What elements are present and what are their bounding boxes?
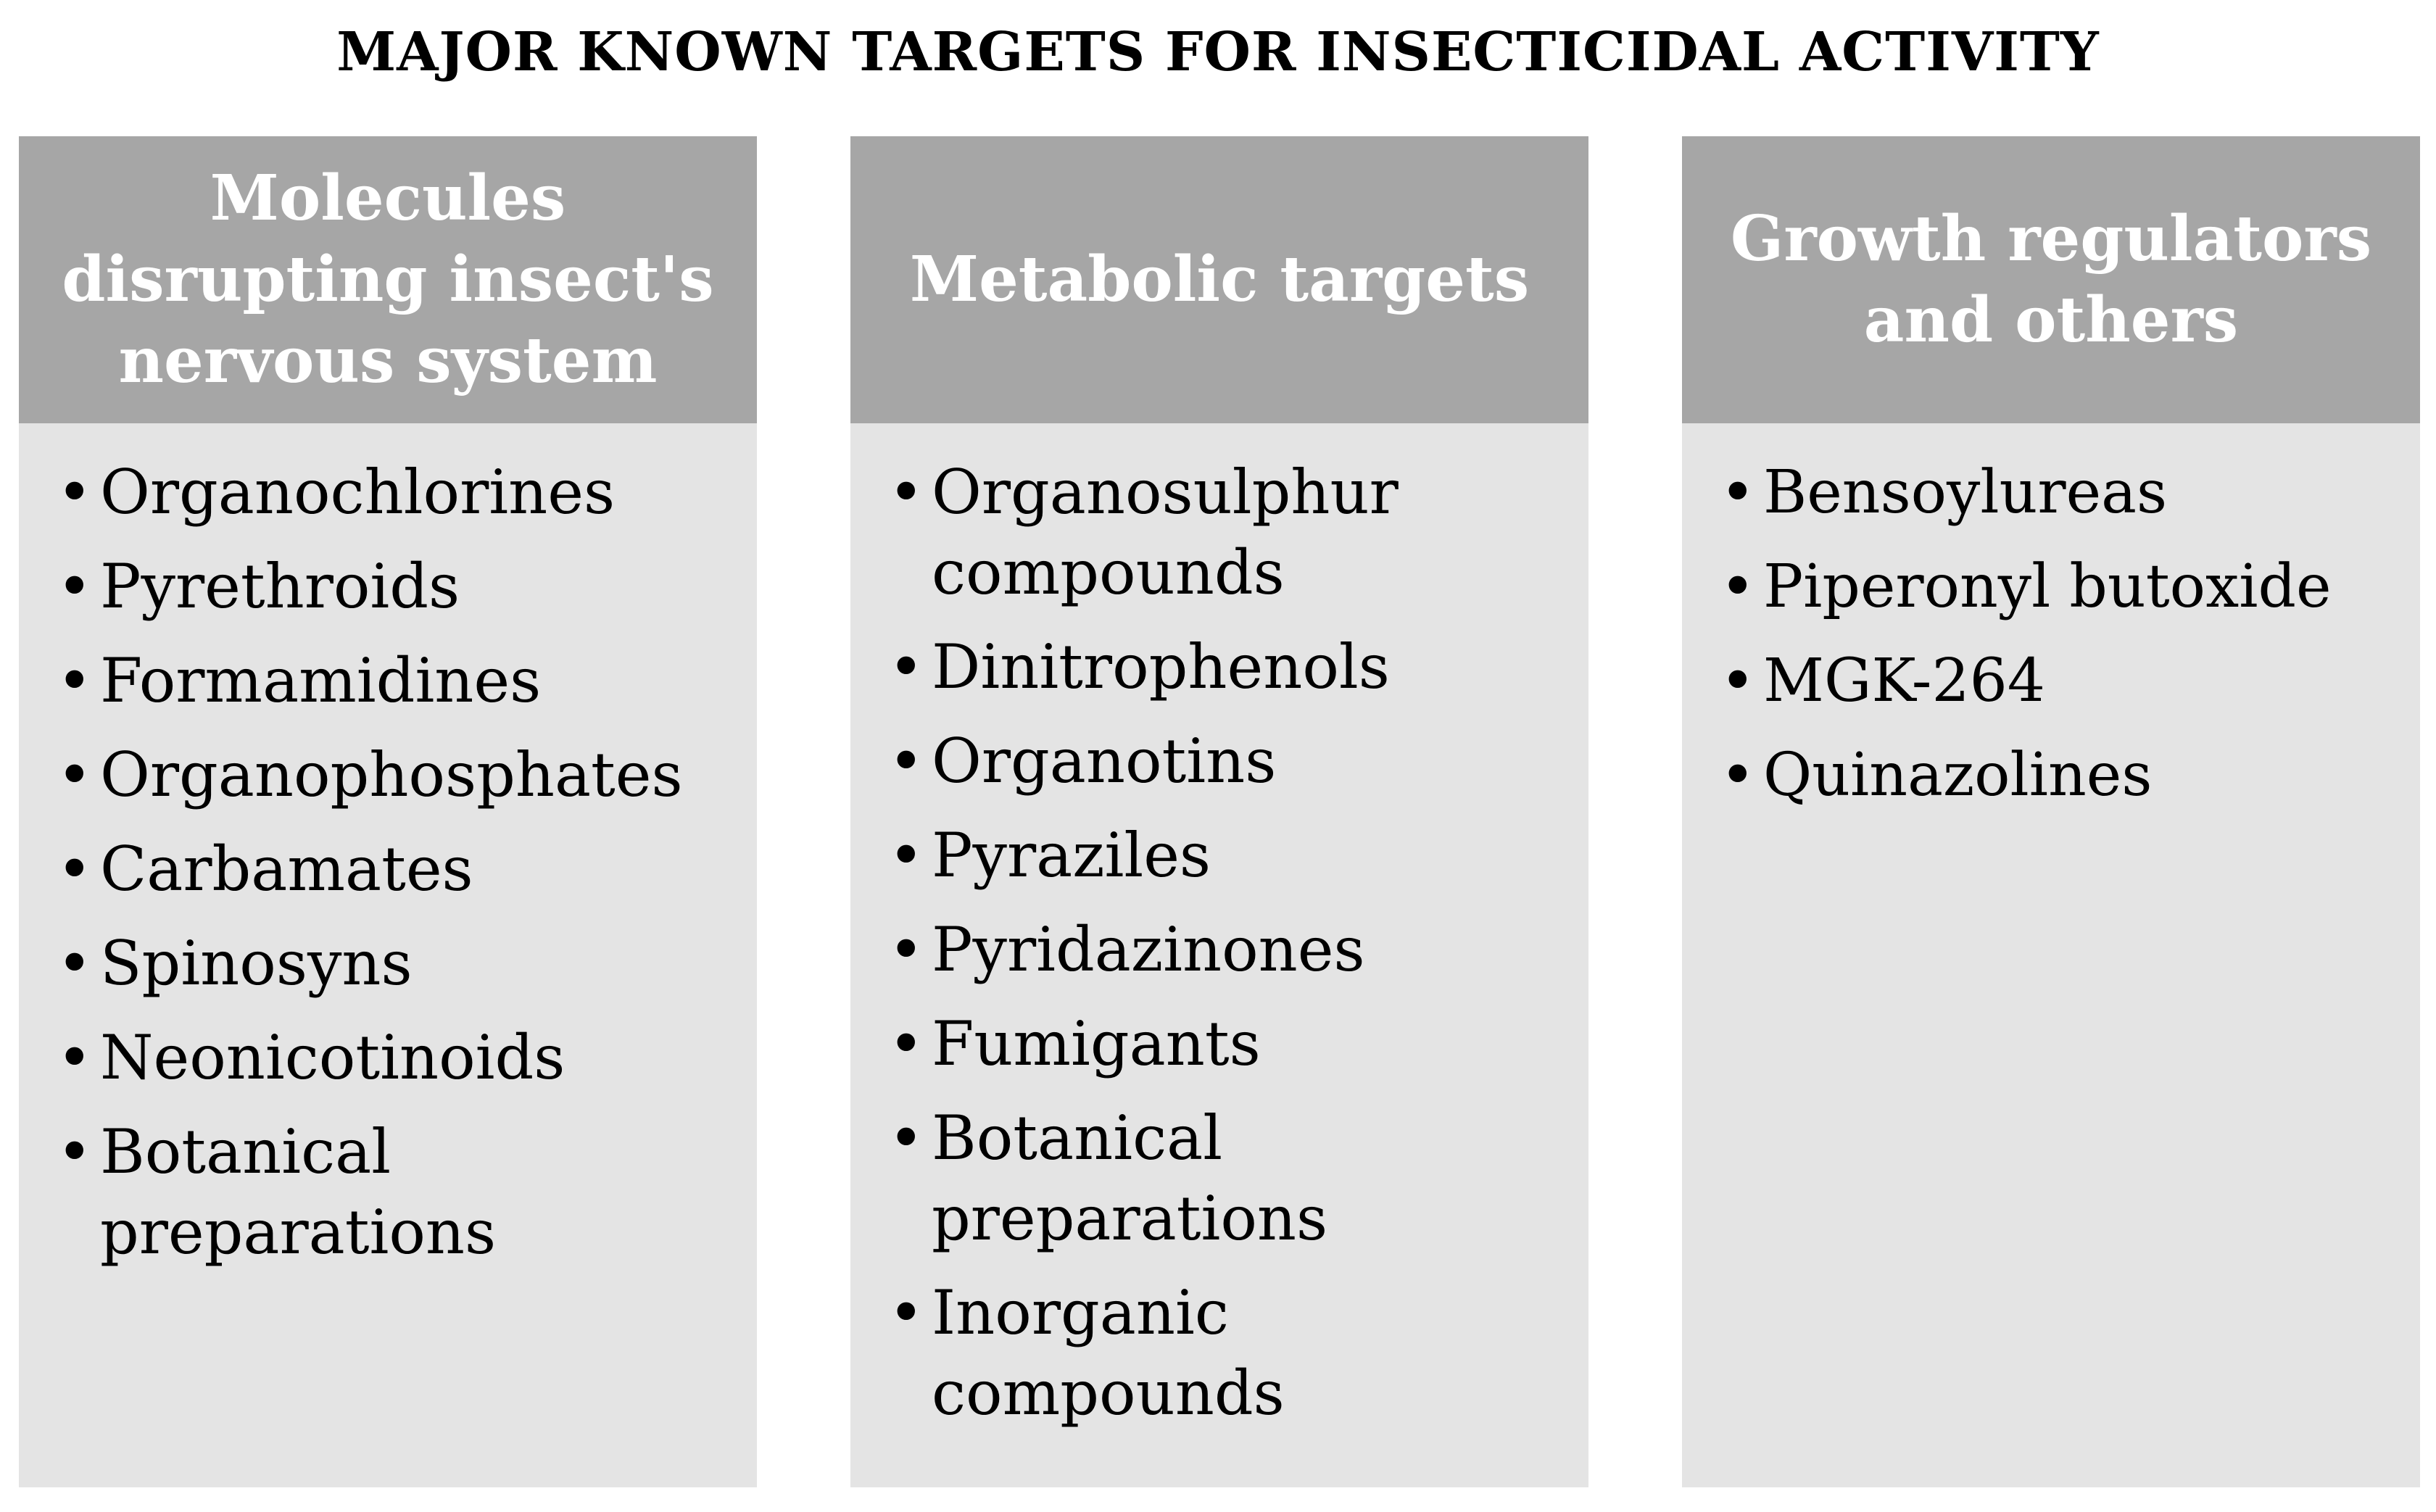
bullet-icon: •: [1720, 551, 1756, 622]
column-header-label: Metabolic targets: [909, 243, 1530, 316]
bullet-icon: •: [888, 631, 924, 702]
bullet-icon: •: [57, 1022, 93, 1093]
list-item: [57, 735, 728, 815]
list-item-label: Botanical preparations: [932, 1102, 1328, 1254]
list-item-label: Quinazolines: [1763, 741, 2153, 810]
list-item: [57, 1018, 728, 1098]
list-item-label: Carbamates: [100, 834, 473, 905]
bullet-icon: •: [888, 914, 924, 985]
list-item: [1720, 547, 2406, 627]
item-list: [1682, 423, 2420, 815]
column-header: [19, 136, 757, 423]
list-item-label: Pyridazinones: [932, 914, 1365, 985]
bullet-icon: •: [888, 1008, 924, 1079]
bullet-icon: •: [1720, 457, 1756, 528]
bullet-icon: •: [888, 1277, 924, 1348]
list-item-label: Pyrethroids: [100, 551, 460, 622]
bullet-icon: •: [57, 739, 93, 810]
list-item: [57, 547, 728, 627]
list-item-label: Fumigants: [932, 1008, 1261, 1079]
bullet-icon: •: [888, 726, 924, 797]
list-item-label: Spinosyns: [100, 928, 413, 999]
bullet-icon: •: [57, 1116, 93, 1187]
bullet-icon: •: [1720, 739, 1756, 810]
list-item-label: Organochlorines: [100, 457, 616, 528]
list-item-label: MGK-264: [1763, 647, 2045, 715]
list-item-label: Inorganic compounds: [932, 1277, 1285, 1429]
list-item-label: Neonicotinoids: [100, 1022, 566, 1093]
item-list: [850, 423, 1588, 1434]
column-nervous-system: [19, 136, 757, 1487]
column-header: [1682, 136, 2420, 423]
column-growth-regulators: [1682, 136, 2420, 1487]
list-item-label: Bensoylureas: [1763, 458, 2168, 527]
list-item: [888, 721, 1559, 802]
bullet-icon: •: [57, 551, 93, 622]
bullet-icon: •: [888, 1102, 924, 1174]
list-item: [57, 452, 728, 533]
column-header: [850, 136, 1588, 423]
bullet-icon: •: [1720, 645, 1756, 716]
list-item: [888, 1098, 1559, 1259]
list-item-label: Organotins: [932, 726, 1277, 797]
list-item: [57, 641, 728, 721]
column-header-label: Molecules disrupting insect's nervous system: [62, 162, 714, 397]
list-item: [888, 452, 1559, 613]
bullet-icon: •: [888, 820, 924, 891]
bullet-icon: •: [57, 928, 93, 999]
list-item: [888, 1004, 1559, 1084]
list-item-label: Dinitrophenols: [932, 631, 1390, 702]
list-item: [1720, 735, 2406, 815]
list-item: [57, 923, 728, 1004]
list-item-label: Organosulphur compounds: [932, 457, 1399, 608]
list-item: [1720, 452, 2406, 533]
bullet-icon: •: [57, 645, 93, 716]
bullet-icon: •: [57, 834, 93, 905]
list-item-label: Organophosphates: [100, 739, 683, 810]
column-header-label: Growth regulators and others: [1730, 202, 2372, 357]
list-item-label: Pyraziles: [932, 820, 1211, 891]
list-item: [888, 815, 1559, 896]
list-item: [888, 910, 1559, 990]
list-item: [57, 829, 728, 910]
bullet-icon: •: [57, 457, 93, 528]
list-item-label: Piperonyl butoxide: [1763, 552, 2332, 621]
list-item: [57, 1112, 728, 1273]
list-item-label: Formamidines: [100, 645, 542, 716]
column-metabolic-targets: [850, 136, 1588, 1487]
list-item: [888, 1273, 1559, 1434]
bullet-icon: •: [888, 457, 924, 528]
diagram-title: MAJOR KNOWN TARGETS FOR INSECTICIDAL ACTIVITY: [336, 21, 2100, 83]
list-item: [888, 627, 1559, 707]
list-item: [1720, 641, 2406, 721]
list-item-label: Botanical preparations: [100, 1116, 497, 1268]
item-list: [19, 423, 757, 1273]
